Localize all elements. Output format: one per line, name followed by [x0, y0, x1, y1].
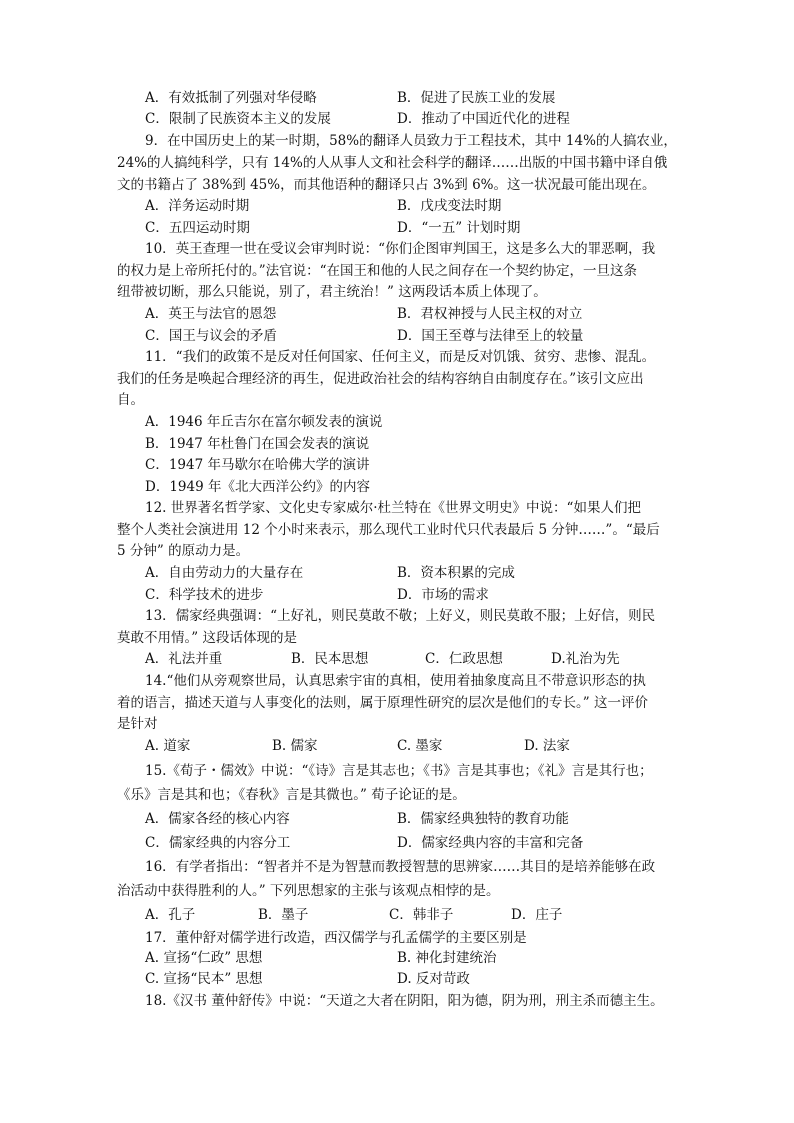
text-line: 莫敢不用情。” 这段话体现的是 [117, 630, 297, 646]
answer-option: B. 儒家 [272, 738, 318, 754]
text-line: 10．英王查理一世在受议会审判时说：“你们企图审判国王，这是多么大的罪恶啊，我 [145, 241, 656, 257]
text-line: 14.“他们从旁观察世局，认真思索宇宙的真相，使用着抽象度高且不带意识形态的执 [145, 673, 646, 689]
answer-option: B．促进了民族工业的发展 [397, 90, 556, 106]
answer-option: A．儒家各经的核心内容 [145, 811, 290, 827]
text-line: 文的书籍占了 38%到 45%，而其他语种的翻译只占 3%到 6%。这一状况最可能出现在。 [117, 177, 656, 193]
text-line: 整个人类社会演进用 12 个小时来表示，那么现代工业时代只代表最后 5 分钟……”。“最后 [117, 522, 660, 538]
answer-option: A. 道家 [145, 738, 191, 754]
answer-option: A．孔子 [145, 907, 196, 923]
answer-option: B．儒家经典独特的教育功能 [397, 811, 569, 827]
answer-option: C．限制了民族资本主义的发展 [145, 111, 331, 127]
answer-option: B．戊戌变法时期 [397, 198, 502, 214]
text-line: 11．“我们的政策不是反对任何国家、任何主义，而是反对饥饿、贫穷、悲惨、混乱。 [145, 349, 656, 365]
text-line: 9．在中国历史上的某一时期，58%的翻译人员致力于工程技术，其中 14%的人搞农业， [145, 133, 677, 149]
text-line: 18.《汉书 董仲舒传》中说：“天道之大者在阴阳，阳为德，阴为刑，刑主杀而德主生。 [145, 993, 664, 1009]
text-line: 15.《荀子・儒效》中说：“《诗》言是其志也；《书》言是其事也；《礼》言是其行也； [145, 763, 653, 779]
answer-option: D．庄子 [511, 907, 563, 923]
answer-option: D．“一五” 计划时期 [397, 220, 521, 236]
answer-option: D．儒家经典内容的丰富和完备 [397, 835, 584, 851]
answer-option: D. 法家 [524, 738, 570, 754]
text-line: 自。 [117, 392, 144, 408]
text-line: 纽带被切断，那么只能说，别了，君主统治！” 这两段话本质上体现了。 [117, 284, 547, 300]
text-line: 《乐》言是其和也；《春秋》言是其微也。” 荀子论证的是。 [117, 787, 466, 803]
answer-option: A．礼法并重 [145, 651, 223, 667]
answer-option: A．有效抵制了列强对华侵略 [145, 90, 317, 106]
answer-option: C．国王与议会的矛盾 [145, 328, 277, 344]
text-line: 我们的任务是唤起合理经济的再生，促进政治社会的结构容纳自由制度存在。”该引文应出 [117, 371, 644, 387]
answer-option: B．墨子 [258, 907, 309, 923]
text-line: 12. 世界著名哲学家、文化史专家威尔·杜兰特在《世界文明史》中说：“如果人们把 [145, 500, 641, 516]
answer-option: D．国王至尊与法律至上的较量 [397, 328, 584, 344]
text-line: 的权力是上帝所托付的。”法官说：“在国王和他的人民之间存在一个契约协定，一旦这条 [117, 263, 638, 279]
answer-option: D．市场的需求 [397, 587, 489, 603]
answer-option: B．君权神授与人民主权的对立 [397, 306, 583, 322]
text-line: C．1947 年马歇尔在哈佛大学的演讲 [145, 457, 370, 473]
text-line: 24%的人搞纯科学，只有 14%的人从事人文和社会科学的翻译……出版的中国书籍中译自俄 [117, 155, 668, 171]
text-line: 治活动中获得胜利的人。” 下列思想家的主张与该观点相悖的是。 [117, 883, 500, 899]
answer-option: C．科学技术的进步 [145, 587, 264, 603]
text-line: 13．儒家经典强调：“上好礼，则民莫敢不敬；上好义，则民莫敢不服；上好信，则民 [145, 608, 656, 624]
answer-option: A．英王与法官的恩怨 [145, 306, 277, 322]
answer-option: B．资本积累的完成 [397, 565, 515, 581]
answer-option: C. 墨家 [397, 738, 443, 754]
answer-option: D．推动了中国近代化的进程 [397, 111, 570, 127]
answer-option: A. 宣扬“仁政” 思想 [145, 950, 263, 966]
answer-option: C．儒家经典的内容分工 [145, 835, 291, 851]
text-line: 16．有学者指出：“智者并不是为智慧而教授智慧的思辨家……其目的是培养能够在政 [145, 859, 656, 875]
answer-option: C．仁政思想 [425, 651, 503, 667]
text-line: B．1947 年杜鲁门在国会发表的演说 [145, 436, 370, 452]
text-line: 着的语言，描述天道与人事变化的法则，属于原理性研究的层次是他们的专长。” 这一评价 [117, 695, 648, 711]
text-line: 17．董仲舒对儒学进行改造，西汉儒学与孔孟儒学的主要区别是 [145, 930, 527, 946]
answer-option: C．五四运动时期 [145, 220, 250, 236]
answer-option: A．洋务运动时期 [145, 198, 250, 214]
answer-option: B. 神化封建统治 [397, 950, 497, 966]
text-line: A．1946 年丘吉尔在富尔顿发表的演说 [145, 414, 383, 430]
answer-option: C．韩非子 [389, 907, 454, 923]
text-line: D．1949 年《北大西洋公约》的内容 [145, 479, 370, 495]
answer-option: C. 宣扬“民本” 思想 [145, 971, 263, 987]
text-line: 5 分钟” 的原动力是。 [117, 543, 250, 559]
answer-option: B．民本思想 [291, 651, 369, 667]
answer-option: A．自由劳动力的大量存在 [145, 565, 304, 581]
answer-option: D. 反对苛政 [397, 971, 470, 987]
answer-option: D.礼治为先 [551, 651, 620, 667]
text-line: 是针对 [117, 716, 158, 732]
